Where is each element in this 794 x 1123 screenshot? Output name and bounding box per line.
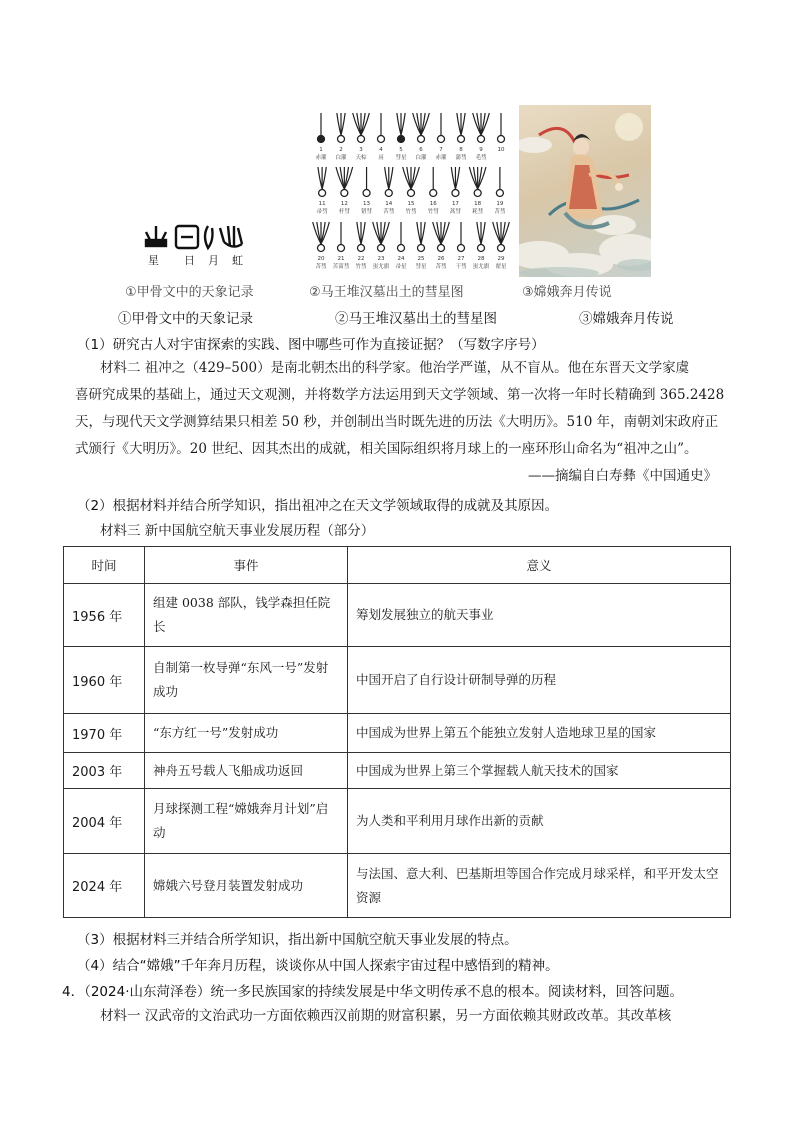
comet-number: 20 <box>317 256 325 262</box>
glyph-label: 月 <box>208 254 219 267</box>
comet-label: 白灌 <box>415 155 427 161</box>
comet-label: 蚩尤旗 <box>472 264 490 270</box>
comet-number: 15 <box>407 201 415 207</box>
comet-number: 17 <box>451 201 459 207</box>
comet-label: 帚星 <box>395 264 407 270</box>
question-2: （2）根据材料并结合所学知识，指出祖冲之在天文学领域取得的成就及其原因。 <box>77 498 559 514</box>
comet-drawing <box>457 113 465 143</box>
comet-number: 25 <box>417 256 425 262</box>
comet-number: 21 <box>337 256 345 262</box>
comet-drawing <box>357 222 365 252</box>
comet-label: 赤灌 <box>435 155 447 161</box>
comet-drawing <box>397 113 405 143</box>
comet-number: 26 <box>437 256 445 262</box>
comet-number: 27 <box>457 256 465 262</box>
comet-drawing <box>498 113 505 143</box>
comet-drawing <box>318 167 326 197</box>
comet-label: 蒿彗 <box>449 209 461 215</box>
comet-drawing <box>337 113 345 143</box>
comet-number: 11 <box>318 201 326 207</box>
cell-event: 月球探测工程“嫦娥奔月计划”启动 <box>145 789 348 854</box>
header-event: 事件 <box>145 547 348 584</box>
comet-label: 竹彗 <box>355 264 367 270</box>
comet-number: 7 <box>439 147 443 153</box>
cell-meaning: 中国成为世界上第五个能独立发射人造地球卫星的国家 <box>348 714 731 753</box>
comet-drawing <box>403 167 420 197</box>
cell-time: 1956 年 <box>64 584 145 647</box>
comet-number: 1 <box>319 147 323 153</box>
comet-drawing <box>469 167 486 197</box>
comet-number: 22 <box>357 256 365 262</box>
comet-number: 5 <box>399 147 403 153</box>
material2-line-3: 天，与现代天文学测算结果只相差 50 秒，并创制出当时既先进的历法《大明历》。510 年，南朝刘宋政府正 <box>75 414 719 430</box>
material3-title: 材料三 新中国航空航天事业发展历程（部分） <box>100 523 375 539</box>
comet-label: 苫彗 <box>494 209 506 215</box>
glyph-label: 虹 <box>232 254 243 267</box>
comet-number: 3 <box>359 147 363 153</box>
figure-caption-comet: ②马王堆汉墓出土的彗星图 <box>309 285 464 300</box>
comet-drawing <box>477 222 485 252</box>
table-row <box>64 854 731 918</box>
cell-event: “东方红一号”发射成功 <box>145 714 348 753</box>
comet-number: 28 <box>477 256 485 262</box>
comet-drawing <box>493 222 510 252</box>
comet-label: 彗星 <box>395 155 407 161</box>
comet-label: 苫彗 <box>315 264 327 270</box>
comet-number: 2 <box>339 147 343 153</box>
comet-chart-figure <box>303 103 515 275</box>
comet-label: 苫彗 <box>435 264 447 270</box>
table-row <box>64 647 731 714</box>
comet-drawing <box>378 113 385 143</box>
question-1: （1）研究古人对宇宙探索的实践、图中哪些可作为直接证据？（写数字序号） <box>77 337 545 353</box>
comet-number: 24 <box>397 256 405 262</box>
cell-event: 神舟五号载人飞船成功返回 <box>145 753 348 789</box>
comet-drawing <box>336 167 353 197</box>
comet-drawing <box>318 113 325 143</box>
comet-label: 赤灌 <box>315 155 327 161</box>
comet-number: 23 <box>377 256 385 262</box>
oracle-bone-figure <box>138 218 248 268</box>
comet-label: 苦蒿彗 <box>332 264 350 270</box>
comet-label: 苦彗 <box>383 209 395 215</box>
comet-drawing <box>438 113 445 143</box>
question-4: （4）结合“嫦娥”千年奔月历程，谈谈你从中国人探索宇宙过程中感悟到的精神。 <box>77 958 559 974</box>
table-header-row <box>64 547 731 584</box>
comet-label: 彗星 <box>415 264 427 270</box>
comet-drawing <box>433 222 450 252</box>
material2-line-4: 式颁行《大明历》。20 世纪、因其杰出的成就，相关国际组织将月球上的一座环形山命名为“祖冲之山”。 <box>75 441 698 457</box>
comet-drawing <box>338 222 345 252</box>
cell-meaning: 为人类和平利用月球作出新的贡献 <box>348 789 731 854</box>
cell-meaning: 筹划发展独立的航天事业 <box>348 584 731 647</box>
cell-time: 2003 年 <box>64 753 145 789</box>
comet-label: 天棕 <box>355 155 367 161</box>
material1-line-1: 材料一 汉武帝的文治武功一方面依赖西汉前期的财富积累，另一方面依赖其财政改革。其改革核 <box>100 1008 672 1024</box>
comet-number: 12 <box>340 201 348 207</box>
cell-event: 嫦娥六号登月装置发射成功 <box>145 854 348 918</box>
figure-caption-comet-2: ②马王堆汉墓出土的彗星图 <box>335 311 497 327</box>
cell-time: 1960 年 <box>64 647 145 714</box>
cell-time: 2024 年 <box>64 854 145 918</box>
comet-label: 竹彗 <box>405 209 417 215</box>
comet-number: 13 <box>363 201 371 207</box>
comet-label: 翟星 <box>495 264 507 270</box>
cell-meaning: 中国开启了自行设计研制导弹的历程 <box>348 647 731 714</box>
glyph-label: 日 <box>184 254 195 267</box>
comet-number: 4 <box>379 147 383 153</box>
comet-label: 干彗 <box>455 264 467 270</box>
comet-label: 鬲 <box>378 155 384 161</box>
space-history-table <box>63 546 731 918</box>
comet-drawing <box>473 113 490 143</box>
question-3: （3）根据材料三并结合所学知识，指出新中国航空航天事业发展的特点。 <box>77 932 518 948</box>
table-row <box>64 753 731 789</box>
comet-drawing <box>430 167 437 197</box>
comet-drawing <box>451 167 459 197</box>
material2-line-2: 喜研究成果的基础上，通过天文观测，并将数学方法运用到天文学领域、第一次将一年时长精确到 365.2428 <box>75 387 725 403</box>
change-painting-figure <box>519 105 651 277</box>
glyph-label: 星 <box>148 254 159 267</box>
comet-drawings-image <box>303 103 515 275</box>
cell-meaning: 中国成为世界上第三个掌握载人航天技术的国家 <box>348 753 731 789</box>
comet-label: 竹彗 <box>427 209 439 215</box>
comet-label: 错彗 <box>361 209 373 215</box>
comet-drawing <box>496 167 503 197</box>
comet-drawing <box>398 222 405 252</box>
material2-source: ——摘编自白寿彝《中国通史》 <box>528 468 717 484</box>
comet-number: 10 <box>497 147 505 153</box>
comet-number: 6 <box>419 147 423 153</box>
comet-label: 蒲彗 <box>455 155 467 161</box>
comet-label: 白灌 <box>335 155 347 161</box>
comet-drawing <box>373 222 390 252</box>
figure-caption-oracle-2: ①甲骨文中的天象记录 <box>118 311 253 327</box>
header-time: 时间 <box>64 547 145 584</box>
problem-4-intro: 4．（2024·山东菏泽卷）统一多民族国家的持续发展是中华文明传承不息的根本。阅读材料，回答问题。 <box>62 984 683 1000</box>
comet-drawing <box>353 113 370 143</box>
change-painting-image <box>519 105 651 277</box>
cell-time: 1970 年 <box>64 714 145 753</box>
comet-number: 9 <box>479 147 483 153</box>
comet-label: 杆彗 <box>338 209 350 215</box>
comet-drawing <box>458 222 465 252</box>
comet-drawing <box>313 222 330 252</box>
figure-caption-change-2: ③嫦娥奔月传说 <box>579 311 674 327</box>
comet-number: 16 <box>429 201 437 207</box>
table-row <box>64 584 731 647</box>
cell-time: 2004 年 <box>64 789 145 854</box>
figure-caption-change: ③嫦娥奔月传说 <box>522 285 612 300</box>
table-row <box>64 789 731 854</box>
comet-drawing <box>417 222 425 252</box>
header-meaning: 意义 <box>348 547 731 584</box>
comet-number: 18 <box>474 201 482 207</box>
cell-event: 自制第一枚导弹“东风一号”发射成功 <box>145 647 348 714</box>
table-row <box>64 714 731 753</box>
comet-number: 8 <box>459 147 463 153</box>
comet-drawing <box>385 167 393 197</box>
comet-label: 毛彗 <box>475 155 487 161</box>
cell-event: 组建 0038 部队，钱学森担任院长 <box>145 584 348 647</box>
comet-label: 帚彗 <box>316 209 328 215</box>
comet-label: 蚩尤旗 <box>372 264 390 270</box>
comet-number: 29 <box>497 256 505 262</box>
comet-drawing <box>363 167 370 197</box>
comet-number: 14 <box>385 201 393 207</box>
comet-number: 19 <box>496 201 504 207</box>
figure-caption-oracle: ①甲骨文中的天象记录 <box>125 285 254 300</box>
cell-meaning: 与法国、意大利、巴基斯坦等国合作完成月球采样，和平开发太空资源 <box>348 854 731 918</box>
comet-label: 耗彗 <box>472 209 484 215</box>
material2-line-1: 材料二 祖冲之（429–500）是南北朝杰出的科学家。他治学严谨，从不盲从。他在东晋天文学家虞 <box>100 360 690 376</box>
comet-drawing <box>413 113 430 143</box>
